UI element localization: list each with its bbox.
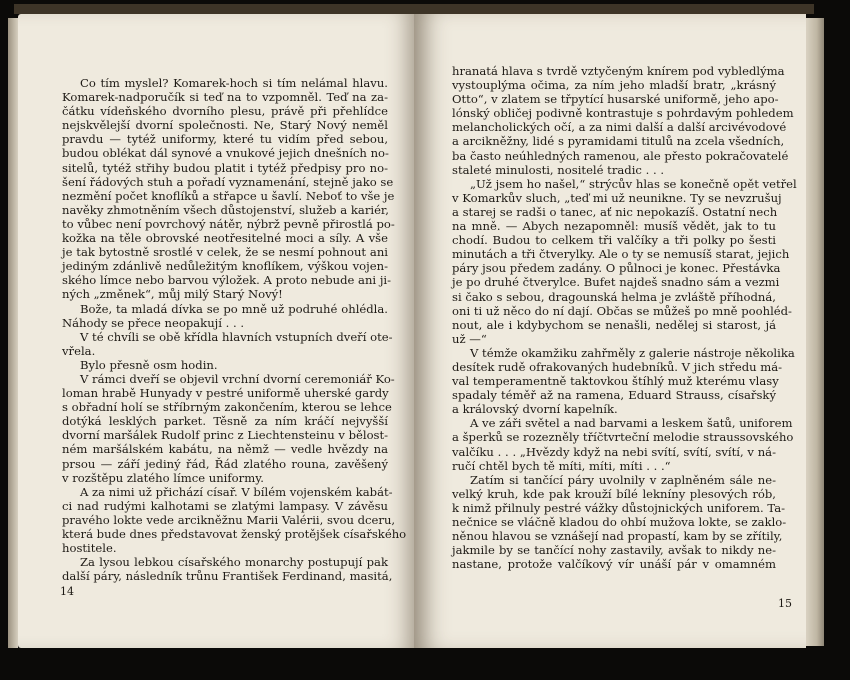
text-line: je tak bytostně srostlé v celek, že se nesmí pohnout ani <box>62 245 388 260</box>
text-line: hranatá hlava s tvrdě vztyčeným knírem pod vybledlýma <box>452 64 785 78</box>
text-line: nezmění počet knoflíků a střapce u šavlí. Neboť to vše je <box>62 188 395 203</box>
text-line: která bude dnes představovat ženský protějšek císařského <box>62 527 407 541</box>
text-line: chodí. Budou to celkem tři valčíky a tři polky po šesti <box>452 233 776 248</box>
text-line: V rámci dveří se objevil vrchní dvorní ceremoniář Ko- <box>80 371 395 386</box>
right-page-text <box>452 64 797 572</box>
text-line: nejskvělejší dvorní společnosti. Ne, Starý Nový neměl <box>62 118 388 133</box>
page-edge-left <box>8 18 18 648</box>
text-line: V témže okamžiku zahřměly z galerie nástroje několika <box>470 345 795 360</box>
text-line: a královský dvorní kapelník. <box>452 402 618 417</box>
text-line: pravého lokte vede arcikněžnu Marii Valérii, svou dceru, <box>62 512 396 527</box>
text-line: budou oblékat dál synové a vnukové jejich dnešních no- <box>62 146 389 161</box>
text-line: a arcikněžny, lidé s pyramidami titulů na zcela všedních, <box>452 134 785 149</box>
text-line: prsou — září jediný řád, Řád zlatého rouna, zavěšený <box>62 456 388 471</box>
text-line: v Komarkův sluch, „teď mi už neunikne. Ty se nevzrušuj <box>452 190 782 205</box>
text-line: s obřadní holí se stříbrným zakončením, kterou se lehce <box>62 400 392 415</box>
text-line: si čako s sebou, dragounská helma je zvláště příhodná, <box>452 289 776 304</box>
text-line: minutách a tři čtverylky. Ale o ty se nemusíš starat, jejich <box>452 247 790 262</box>
text-line: loman hrabě Hunyady v pestré uniformě uherské gardy <box>62 386 389 401</box>
text-line: valčíku . . . „Hvězdy když na nebi svítí, svítí, svítí, v ná- <box>452 444 776 459</box>
text-line: šení řádových stuh a pořadí vyznamenání, stejně jako se <box>62 174 394 189</box>
text-line: Zatím si tančící páry uvolnily v zaplněném sále ne- <box>470 472 776 487</box>
text-line: kožka na těle obrovské neotřesitelné moci a síly. A vše <box>62 231 388 246</box>
text-line: ba často neúhledných ramenou, ale přesto pokračovatelé <box>452 148 789 163</box>
text-line: čátku vídeňského dvorního plesu, právě při přehlídce <box>62 104 388 119</box>
text-line: je po druhé čtverylce. Bufet najdeš snadno sám a vezmi <box>452 275 780 290</box>
text-line: vřela. <box>62 343 96 358</box>
text-line: ručí chtěl bych tě míti, míti, míti . . .“ <box>452 458 671 473</box>
text-line: pravdu — tytéž uniformy, které tu vidím před sebou, <box>62 132 388 147</box>
text-line: dvorní maršálek Rudolf princ z Liechtensteinu v bělost- <box>62 428 389 443</box>
text-line: k nimž přilnuly pestré vážky důstojnických uniforem. Ta- <box>452 500 786 515</box>
text-line: Co tím myslel? Komarek-hoch si tím nelámal hlavu. <box>80 76 388 90</box>
text-line: další páry, následník trůnu František Ferdinand, masitá, <box>62 569 393 584</box>
text-line: v rozštěpu zlatého límce uniformy. <box>62 470 264 485</box>
text-line: ném maršálském kabátu, na němž — vedle hvězdy na <box>62 442 388 457</box>
text-line: spadaly téměř až na ramena, Eduard Strauss, císařský <box>452 388 776 403</box>
text-line: Bože, ta mladá dívka se po mně už podruhé ohlédla. <box>80 301 388 316</box>
right-page-number: 15 <box>778 597 792 610</box>
text-line: melancholických očí, a za nimi další a další arcivévodové <box>452 120 787 135</box>
text-line: hostitele. <box>62 541 117 556</box>
book-cover-edge <box>14 4 814 14</box>
text-line: oni ti už něco do ní dají. Občas se můžeš po mně poohléd- <box>452 303 792 318</box>
text-line: lónský obličej podivně kontrastuje s pohrdavým pohledem <box>452 106 794 121</box>
text-line: ského límce nebo barvou výložek. A proto nebude ani ji- <box>62 273 392 288</box>
text-line: V té chvíli se obě křídla hlavních vstupních dveří ote- <box>80 329 393 344</box>
text-line: a starej se radši o tanec, ať nic nepokazíš. Ostatní nech <box>452 204 778 219</box>
text-line: Za lysou lebkou císařského monarchy postupují pak <box>80 555 388 570</box>
text-line: ných „změnek“, můj milý Starý Nový! <box>62 287 283 302</box>
text-line: jakmile by se tančící nohy zastavily, avšak to nikdy ne- <box>452 543 776 558</box>
text-line: Náhody se přece neopakují . . . <box>62 315 245 330</box>
text-line: na mně. — Abych nezapomněl: musíš vědět, jak to tu <box>452 219 776 234</box>
text-line: nečnice se vláčně kladou do ohbí mužova lokte, se zaklo- <box>452 515 787 529</box>
text-line: nout, ale i kdybychom se nenašli, nedělej si starost, já <box>452 317 776 332</box>
text-line: Bylo přesně osm hodin. <box>80 357 218 372</box>
text-line: Otto“, v zlatem se třpytící husarské uniformě, jeho apo- <box>452 92 779 107</box>
text-line: to vůbec není povrchový nátěr, nýbrž pevně přirostlá po- <box>62 216 395 231</box>
left-page-text <box>62 76 407 584</box>
text-line: něnou hlavou se vznášejí nad propastí, kam by se zřítily, <box>452 529 783 544</box>
right-page <box>414 14 806 648</box>
text-line: Komarek-nadporučík si teď na to vzpomněl. Teď na za- <box>62 90 388 105</box>
text-line: A ve záři světel a nad barvami a leskem šatů, uniforem <box>470 416 793 431</box>
text-line: a šperků se rozezněly tříčtvrteční melodie straussovského <box>452 430 794 445</box>
text-line: val temperamentně taktovkou štíhlý muž kterému vlasy <box>452 374 779 389</box>
text-line: nastane, protože valčíkový vír unáší pár v omamném <box>452 557 776 572</box>
text-line: navěky zhmotněním všech důstojenství, služeb a kariér, <box>62 202 389 217</box>
text-line: už —“ <box>452 331 487 346</box>
text-line: dotýká lesklých parket. Těsně za ním kráčí nejvyšší <box>62 414 388 429</box>
text-line: A za nimi už přichází císař. V bílém vojenském kabát- <box>80 484 393 499</box>
text-line: ci nad rudými kalhotami se zlatými lampasy. V závěsu <box>62 498 388 513</box>
page-edge-right <box>806 18 824 646</box>
left-page <box>18 14 414 648</box>
text-line: „Už jsem ho našel,“ strýcův hlas se konečně opět vetřel <box>470 176 797 191</box>
left-page-number: 14 <box>60 585 74 598</box>
text-line: velký kruh, kde pak krouží bílé lekníny plesových rób, <box>452 486 776 501</box>
text-line: jediným zdánlivě nedůležitým knoflíkem, výškou vojen- <box>62 259 388 274</box>
text-line: staleté minulosti, nositelé tradic . . . <box>452 162 665 177</box>
text-line: páry jsou předem zadány. O půlnoci je konec. Přestávka <box>452 261 781 276</box>
text-line: sitelů, tytéž střihy budou platit i tytéž předpisy pro no- <box>62 160 388 175</box>
text-line: vystouplýma očima, za ním jeho mladší bratr, „krásný <box>452 78 776 93</box>
text-line: desítek rudě ofrakovaných hudebníků. V jich středu má- <box>452 359 783 374</box>
